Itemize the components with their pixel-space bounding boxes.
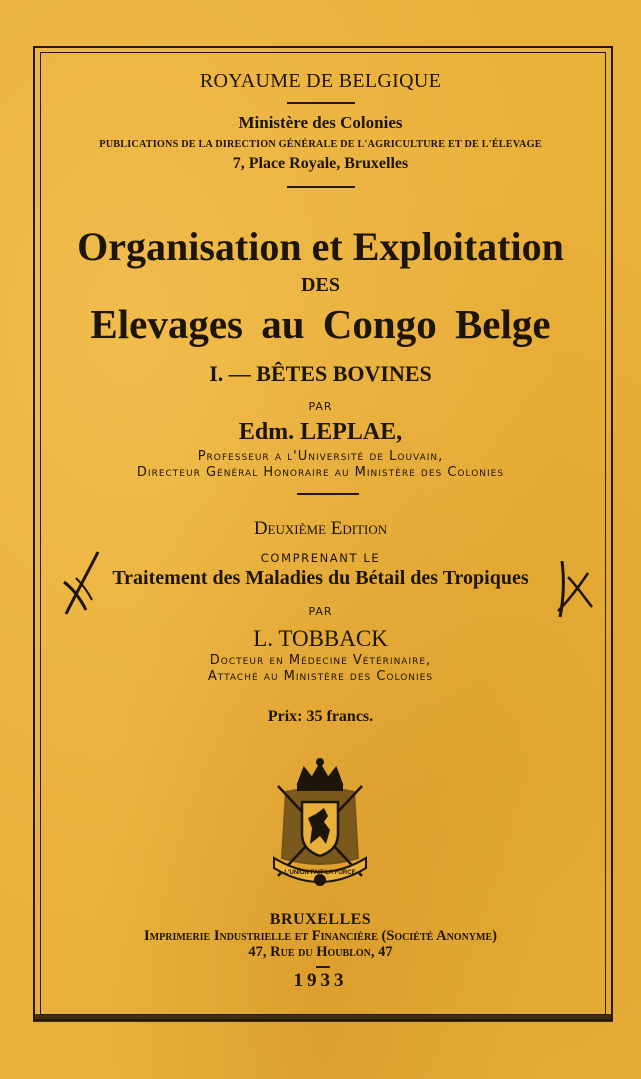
supplement-title: Traitement des Maladies du Bétail des Tropiques — [112, 567, 529, 589]
par-label-2: PAR — [308, 605, 333, 618]
publications-line: PUBLICATIONS DE LA DIRECTION GÉNÉRALE DE L'AGRICULTURE ET DE L'ÉLEVAGE — [99, 139, 542, 150]
kingdom-heading: ROYAUME DE BELGIQUE — [199, 70, 442, 92]
imprint-street: 47, Rue du Houblon, 47 — [248, 944, 393, 960]
handwritten-mark-right-icon — [548, 555, 598, 625]
address-line: 7, Place Royale, Bruxelles — [232, 155, 409, 172]
title-line-3: Elevages au Congo Belge — [90, 301, 551, 347]
par-label-1: PAR — [308, 400, 333, 413]
publication-year: 1933 — [293, 970, 348, 991]
divider-1 — [287, 102, 355, 104]
title-line-1: Organisation et Exploitation — [77, 224, 564, 269]
ministry-heading: Ministère des Colonies — [238, 113, 403, 132]
author-name: Edm. LEPLAE, — [238, 419, 403, 445]
belgian-coat-of-arms-icon — [268, 758, 372, 890]
author-role-2: Directeur Général Honoraire au Ministère des Colonies — [136, 465, 505, 480]
price-line: Prix: 35 francs. — [267, 708, 374, 725]
imprint-city: BRUXELLES — [269, 911, 372, 928]
divider-3 — [297, 493, 359, 495]
author-role-1: Professeur a l'Université de Louvain, — [197, 449, 444, 464]
handwritten-mark-left-icon — [58, 548, 106, 622]
divider-4 — [316, 966, 330, 968]
title-line-2: DES — [301, 274, 340, 296]
second-author-name: L. TOBBACK — [253, 626, 388, 651]
volume-title: I. — BÊTES BOVINES — [209, 361, 432, 386]
divider-2 — [287, 186, 355, 188]
imprint-printer: Imprimerie Industrielle et Financière (Société Anonyme) — [144, 928, 497, 944]
svg-text:L'UNION FAIT LA FORCE: L'UNION FAIT LA FORCE — [284, 870, 356, 876]
second-author-role-1: Docteur en Médecine Vétérinaire, — [209, 653, 432, 668]
edition-label: Deuxième Edition — [253, 518, 388, 539]
second-author-role-2: Attaché au Ministère des Colonies — [207, 669, 434, 684]
comprenant-label: COMPRENANT LE — [260, 551, 381, 565]
bottom-border-band — [33, 1014, 613, 1022]
